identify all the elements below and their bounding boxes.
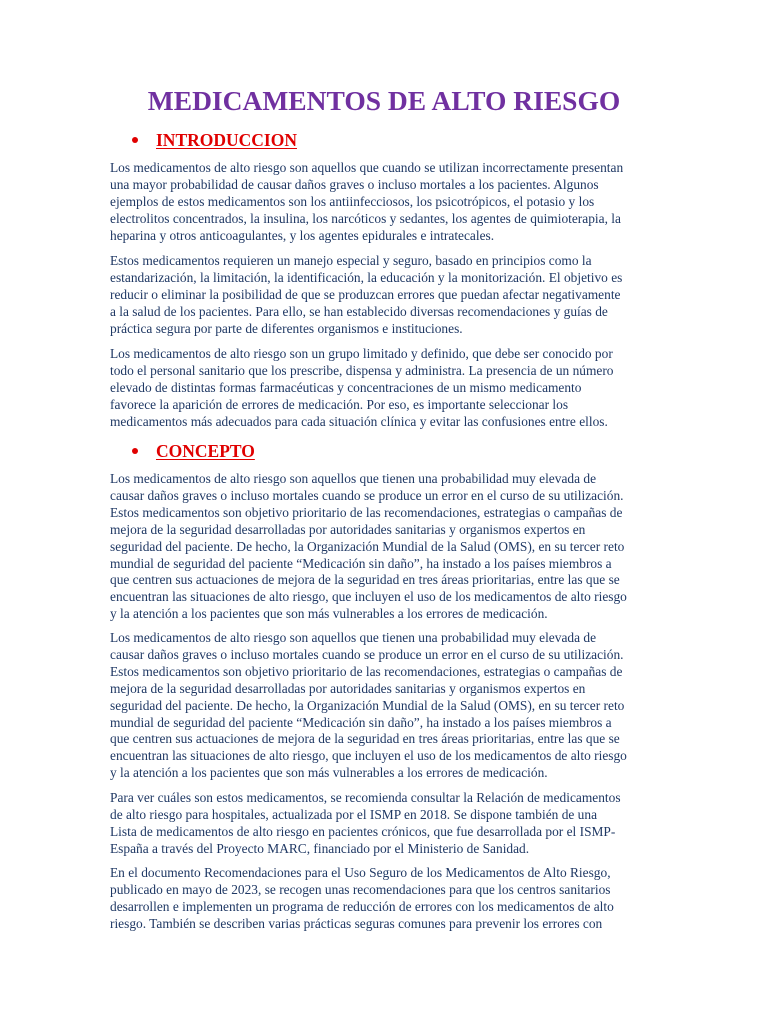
paragraph [110,346,670,431]
text-line: Estos medicamentos requieren un manejo especial y seguro, basado en principios como la [110,253,592,268]
text-line: heparina y otros anticoagulantes, y los agentes epidurales e intratecales. [110,227,495,243]
text-line: a la salud de los pacientes. Para ello, se han establecido diversas recomendaciones y guías de [110,303,608,319]
text-line: y la atención a los pacientes que son más vulnerables a los errores de medicación. [110,606,548,622]
paragraph [110,253,670,338]
text-line: Estos medicamentos son objetivo prioritario de las recomendaciones, estrategias o campañas de [110,504,623,520]
paragraph [110,790,670,858]
text-line: Los medicamentos de alto riesgo son aquellos que cuando se utilizan incorrectamente presentan [110,160,624,175]
bullet-icon [132,137,138,143]
text-line: que centren sus actuaciones de mejora de la seguridad en tres áreas prioritarias, entre las que se [110,572,620,588]
document-title: MEDICAMENTOS DE ALTO RIESGO [147,85,621,116]
text-line: electrolitos concentrados, la insulina, los narcóticos y sedantes, los agentes de quimioterapia, la [110,210,621,226]
section-heading-label: INTRODUCCION [156,130,297,150]
text-line: una mayor probabilidad de causar daños graves o incluso mortales a los pacientes. Algunos [110,176,599,192]
text-line: seguridad del paciente. De hecho, la Organización Mundial de la Salud (OMS), en su tercer reto [110,697,625,713]
text-line: encuentran las situaciones de alto riesgo, que incluyen el uso de los medicamentos de alto riesgo [110,748,627,764]
text-line: favorece la aparición de errores de medicación. Por eso, es importante seleccionar los [110,396,569,412]
text-line: seguridad del paciente. De hecho, la Organización Mundial de la Salud (OMS), en su tercer reto [110,538,625,554]
text-line: En el documento Recomendaciones para el Uso Seguro de los Medicamentos de Alto Riesgo, [110,865,611,880]
paragraph [110,471,670,623]
text-line: mejora de la seguridad desarrolladas por autoridades sanitarias y organismos expertos en [110,521,586,537]
text-line: ejemplos de estos medicamentos son los antiinfecciosos, los psicotrópicos, el potasio y los [110,193,595,209]
section-heading-concepto [132,440,255,462]
bullet-icon [132,448,138,454]
section-heading-label: CONCEPTO [156,441,255,461]
text-line: Los medicamentos de alto riesgo son aquellos que tienen una probabilidad muy elevada de [110,630,597,645]
text-line: causar daños graves o incluso mortales cuando se produce un error en el curso de su utilización. [110,487,624,503]
text-line: Los medicamentos de alto riesgo son aquellos que tienen una probabilidad muy elevada de [110,471,597,486]
text-line: España a través del Proyecto MARC, financiado por el Ministerio de Sanidad. [110,840,530,856]
section-heading-introduccion [132,129,297,151]
text-line: de alto riesgo para hospitales, actualizada por el ISMP en 2018. Se dispone también de una [110,806,598,822]
text-line: elevado de distintas formas farmacéuticas y concentraciones de un mismo medicamento [110,379,582,395]
text-line: Para ver cuáles son estos medicamentos, se recomienda consultar la Relación de medicamentos [110,790,621,805]
text-line: causar daños graves o incluso mortales cuando se produce un error en el curso de su utilización. [110,646,624,662]
text-line: práctica segura por parte de diferentes organismos e instituciones. [110,320,463,336]
text-line: desarrollen e implementen un programa de reducción de errores con los medicamentos de alto [110,898,614,914]
text-line: estandarización, la limitación, la identificación, la educación y la monitorización. El objetivo es [110,269,623,285]
text-line: Los medicamentos de alto riesgo son un grupo limitado y definido, que debe ser conocido por [110,346,613,361]
text-line: todo el personal sanitario que los prescribe, dispensa y administra. La presencia de un número [110,362,614,378]
text-line: y la atención a los pacientes que son más vulnerables a los errores de medicación. [110,765,548,781]
text-line: Lista de medicamentos de alto riesgo en pacientes crónicos, que fue desarrollada por el ISMP- [110,823,616,839]
text-line: encuentran las situaciones de alto riesgo, que incluyen el uso de los medicamentos de alto riesgo [110,589,627,605]
text-line: que centren sus actuaciones de mejora de la seguridad en tres áreas prioritarias, entre las que se [110,731,620,747]
text-line: riesgo. También se describen varias prácticas seguras comunes para prevenir los errores con [110,915,603,931]
text-line: publicado en mayo de 2023, se recogen unas recomendaciones para que los centros sanitarios [110,881,611,897]
paragraph [110,865,670,933]
text-line: medicamentos más adecuados para cada situación clínica y evitar las confusiones entre ellos. [110,413,608,429]
text-line: Estos medicamentos son objetivo prioritario de las recomendaciones, estrategias o campañas de [110,663,623,679]
text-line: mejora de la seguridad desarrolladas por autoridades sanitarias y organismos expertos en [110,680,586,696]
text-line: mundial de seguridad del paciente “Medicación sin daño”, ha instado a los países miembros a [110,555,612,571]
paragraph [110,630,670,782]
text-line: reducir o eliminar la posibilidad de que se produzcan errores que puedan afectar negativamente [110,286,621,302]
paragraph [110,160,670,245]
text-line: mundial de seguridad del paciente “Medicación sin daño”, ha instado a los países miembros a [110,714,612,730]
